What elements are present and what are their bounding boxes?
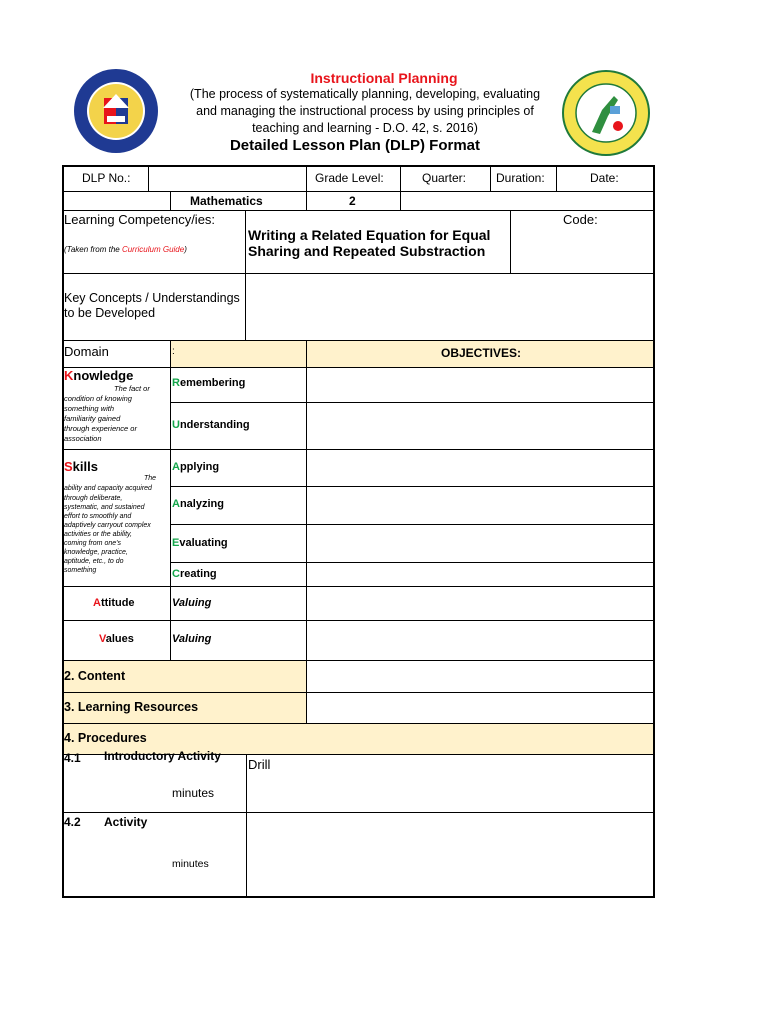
skills-initial: S — [64, 459, 73, 474]
skills-desc-3: systematic, and sustained — [64, 504, 145, 511]
competency-text-line2: Sharing and Repeated Substraction — [248, 243, 486, 259]
activity-minutes: minutes — [172, 858, 209, 870]
intro-activity-minutes: minutes — [172, 786, 215, 800]
skills-label — [64, 459, 98, 474]
activity-title: Activity — [104, 815, 148, 829]
dlp-no-label: DLP No.: — [82, 171, 131, 185]
skills-desc-9: aptitude, etc., to do — [64, 558, 124, 565]
values-rest: alues — [105, 633, 134, 645]
procedures-label: 4. Procedures — [64, 731, 147, 745]
knowledge-initial: K — [64, 368, 74, 383]
code-label: Code: — [563, 212, 598, 227]
competency-note-prefix: (Taken from the — [64, 245, 122, 254]
grade-value: 2 — [349, 194, 356, 208]
skills-desc-7: coming from one's — [64, 540, 121, 547]
attitude-valuing: Valuing — [172, 597, 212, 609]
skills-desc-6: activities or the ability, — [64, 531, 132, 538]
level-understanding-initial: U — [172, 419, 180, 431]
level-applying-initial: A — [172, 461, 180, 473]
key-concepts-line1: Key Concepts / Understandings — [64, 291, 240, 305]
skills-desc-0: The — [144, 475, 157, 482]
level-evaluating-rest: valuating — [179, 537, 228, 549]
dlp-format-title: Detailed Lesson Plan (DLP) Format — [229, 137, 481, 154]
level-creating — [172, 568, 217, 580]
instructional-planning-title: Instructional Planning — [310, 70, 458, 86]
level-analyzing — [172, 498, 224, 510]
level-evaluating — [172, 537, 228, 549]
knowledge-desc-0: The fact or — [114, 384, 150, 393]
skills-rest: kills — [72, 459, 98, 474]
attitude-label — [93, 597, 135, 609]
level-understanding-rest: nderstanding — [179, 419, 250, 431]
level-analyzing-rest: nalyzing — [179, 498, 224, 510]
content-label: 2. Content — [64, 669, 126, 683]
level-creating-initial: C — [172, 568, 180, 580]
competency-note-suffix: ) — [184, 245, 187, 254]
objectives-header: OBJECTIVES: — [441, 346, 522, 360]
skills-desc-5: adaptively carryout complex — [64, 522, 151, 529]
level-remembering — [172, 377, 245, 389]
intro-activity-title: Introductory Activity — [104, 749, 221, 763]
level-evaluating-initial: E — [172, 537, 180, 549]
domain-colon: : — [172, 346, 175, 357]
duration-label: Duration: — [496, 171, 545, 185]
knowledge-desc-3: familiarity gained — [64, 414, 121, 423]
resources-label: 3. Learning Resources — [64, 700, 199, 714]
values-initial: V — [99, 633, 106, 645]
activity-number: 4.2 — [64, 815, 81, 829]
level-creating-rest: reating — [179, 568, 217, 580]
instructional-planning-subtitle: (The process of systematically planning, developing, evaluating and managing the instructional process by using principles of teaching and learning - D.O. 42, s. 2016) — [189, 87, 541, 135]
level-applying-rest: pplying — [179, 461, 220, 473]
subject-value: Mathematics — [190, 194, 263, 208]
level-applying — [172, 461, 219, 473]
domain-label: Domain — [64, 344, 109, 359]
knowledge-desc-4: through experience or — [64, 424, 137, 433]
date-label: Date: — [590, 171, 619, 185]
knowledge-desc-5: association — [64, 434, 102, 443]
skills-desc-10: something — [64, 567, 97, 574]
intro-activity-body: Drill — [248, 757, 271, 772]
competency-note — [64, 245, 187, 254]
grade-level-label: Grade Level: — [315, 171, 384, 185]
skills-desc-2: through deliberate, — [64, 495, 123, 502]
knowledge-label — [64, 368, 133, 383]
competency-label: Learning Competency/ies: — [64, 212, 216, 227]
skills-desc-8: knowledge, practice, — [64, 549, 128, 556]
quarter-label: Quarter: — [422, 171, 467, 185]
values-valuing: Valuing — [172, 633, 212, 645]
knowledge-rest: nowledge — [73, 368, 134, 383]
attitude-initial: A — [93, 597, 101, 609]
attitude-rest: ttitude — [100, 597, 135, 609]
intro-activity-number: 4.1 — [64, 751, 81, 765]
domain-row-fill — [171, 341, 654, 368]
key-concepts-line2: to be Developed — [64, 306, 156, 320]
competency-text-line1: Writing a Related Equation for Equal — [248, 227, 491, 243]
values-label — [99, 633, 134, 645]
skills-desc-1: ability and capacity acquired — [64, 485, 152, 492]
level-remembering-initial: R — [172, 377, 180, 389]
knowledge-desc-2: something with — [64, 404, 115, 413]
level-analyzing-initial: A — [172, 498, 180, 510]
knowledge-desc-1: condition of knowing — [64, 394, 132, 403]
skills-desc-4: effort to smoothly and — [64, 513, 132, 520]
level-understanding — [172, 419, 250, 431]
curriculum-guide-link: Curriculum Guide — [121, 245, 185, 254]
level-remembering-rest: emembering — [179, 377, 246, 389]
